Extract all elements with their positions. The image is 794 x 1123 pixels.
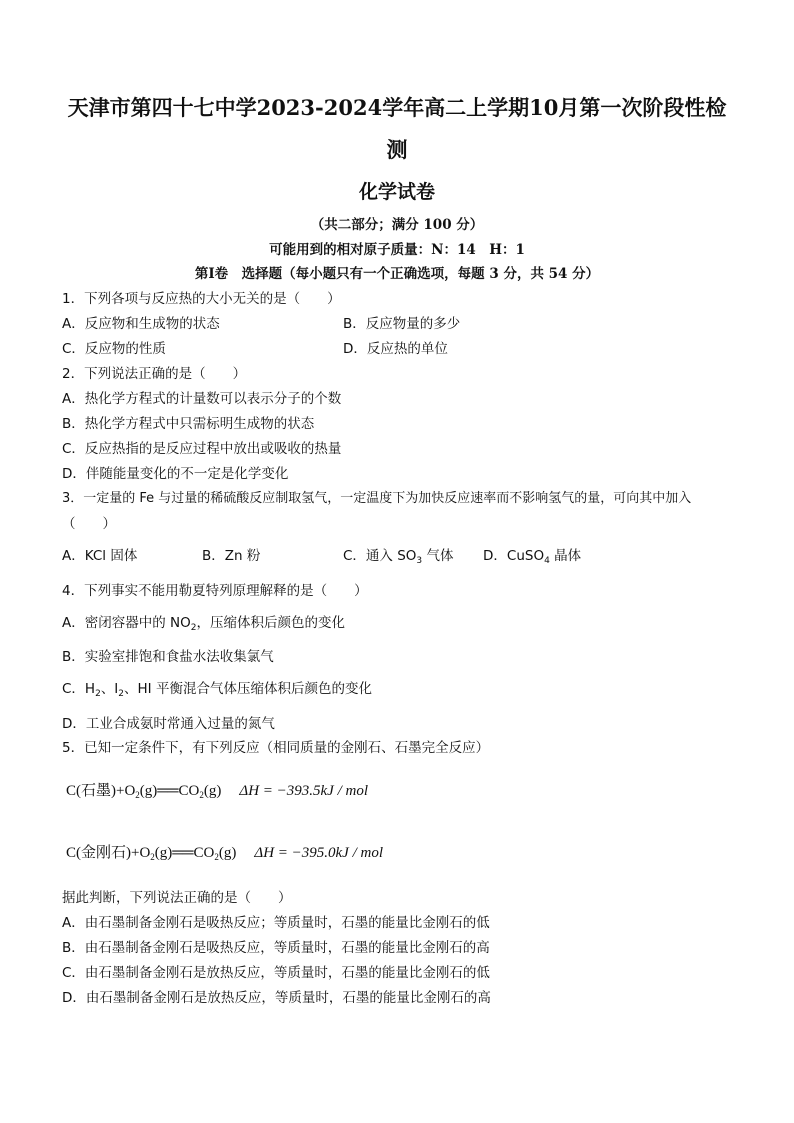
q4-stem: 4．下列事实不能用勒夏特列原理解释的是（ ） bbox=[62, 583, 368, 599]
q1-stem: 1．下列各项与反应热的大小无关的是（ ） bbox=[62, 291, 341, 307]
q3-option-c: C．通入 $SO_3$ 气体 bbox=[343, 548, 454, 566]
q2-option-a: A．热化学方程式的计量数可以表示分子的个数 bbox=[62, 391, 342, 407]
q4-option-a: A．密闭容器中的 $NO_2$，压缩体积后颜色的变化 bbox=[62, 615, 345, 633]
q3-stem-bracket: （ ） bbox=[62, 516, 116, 532]
atomic-mass-note: 可能用到的相对原子质量：N：14 H：1 bbox=[269, 242, 525, 258]
subject-title: 化学试卷 bbox=[358, 181, 435, 203]
q3-option-a: A．KCl 固体 bbox=[62, 548, 138, 564]
q5-option-a: A．由石墨制备金刚石是吸热反应；等质量时，石墨的能量比金刚石的低 bbox=[62, 915, 490, 931]
q2-option-c: C．反应热指的是反应过程中放出或吸收的热量 bbox=[62, 441, 342, 457]
q3-option-d: D．CuSO$_4$ 晶体 bbox=[483, 548, 582, 566]
q5-equation-graphite: C(石墨)$+O_2(g)══CO_2(g)$ ΔH = −393.5kJ / mol bbox=[66, 783, 369, 800]
q2-option-d: D．伴随能量变化的不一定是化学变化 bbox=[62, 466, 289, 482]
q1-option-b: B．反应物量的多少 bbox=[343, 316, 461, 332]
q4-option-d: D．工业合成氨时常通入过量的氮气 bbox=[62, 716, 275, 732]
q5-option-d: D．由石墨制备金刚石是放热反应，等质量时，石墨的能量比金刚石的高 bbox=[62, 990, 491, 1006]
q5-stem: 5．已知一定条件下，有下列反应（相同质量的金刚石、石墨完全反应） bbox=[62, 740, 490, 756]
exam-title-line1: 天津市第四十七中学2023-2024学年高二上学期10月第一次阶段性检 bbox=[67, 95, 727, 120]
q2-stem: 2．下列说法正确的是（ ） bbox=[62, 366, 247, 382]
q2-option-b: B．热化学方程式中只需标明生成物的状态 bbox=[62, 416, 315, 432]
q1-option-a: A．反应物和生成物的状态 bbox=[62, 316, 220, 332]
q5-option-b: B．由石墨制备金刚石是吸热反应，等质量时，石墨的能量比金刚石的高 bbox=[62, 940, 490, 956]
q5-judge-stem: 据此判断，下列说法正确的是（ ） bbox=[62, 890, 292, 906]
q5-equation-diamond: C(金刚石)$+O_2(g)══CO_2(g)$ ΔH = −395.0kJ / mol bbox=[66, 845, 384, 862]
q5-option-c: C．由石墨制备金刚石是放热反应，等质量时，石墨的能量比金刚石的低 bbox=[62, 965, 490, 981]
section-heading: 第Ⅰ卷 选择题（每小题只有一个正确选项，每题 3 分，共 54 分） bbox=[194, 266, 600, 282]
q1-option-d: D．反应热的单位 bbox=[343, 341, 448, 357]
q3-stem: 3．一定量的 Fe 与过量的稀硫酸反应制取氢气，一定温度下为加快反应速率而不影响氢气的量，可向其中加入 bbox=[62, 491, 692, 506]
q3-option-b: B．Zn 粉 bbox=[202, 548, 261, 564]
parts-note: （共二部分；满分 100 分） bbox=[310, 217, 484, 233]
q4-option-b: B．实验室排饱和食盐水法收集氯气 bbox=[62, 649, 274, 665]
exam-title-line2: 测 bbox=[386, 137, 408, 162]
q4-option-c: C．$H_2$、$I_2$、HI 平衡混合气体压缩体积后颜色的变化 bbox=[62, 681, 372, 699]
q1-option-c: C．反应物的性质 bbox=[62, 341, 166, 357]
